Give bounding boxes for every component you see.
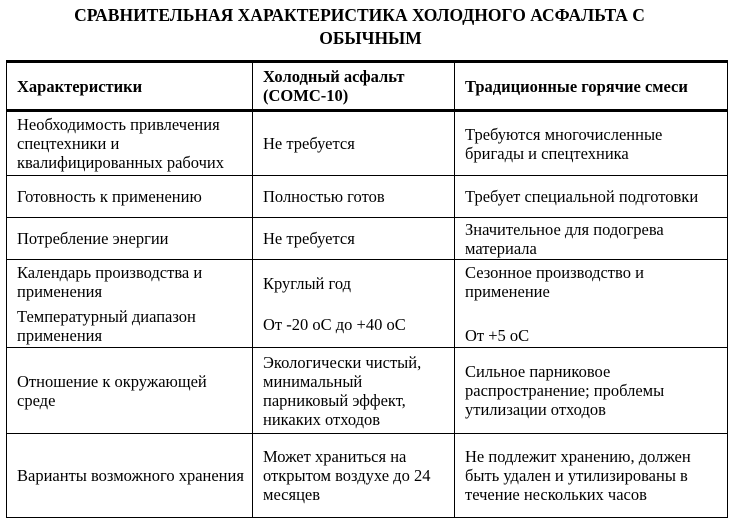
cell-part-temperature: От -20 оС до +40 оС [263, 314, 406, 334]
table-header-row [7, 62, 728, 111]
table-row [7, 260, 728, 348]
table-cell: Экологически чистый, минимальный парниковый эффект, никаких отходов [253, 348, 455, 434]
cell-split [263, 263, 446, 345]
table-cell: Отношение к окружающей среде [7, 348, 253, 434]
table-row [7, 111, 728, 176]
table-cell: Сильное парниковое распространение; проблемы утилизации отходов [455, 348, 728, 434]
title-line-2: ОБЫЧНЫМ [319, 28, 422, 48]
table-cell: Не требуется [253, 218, 455, 260]
table-cell: Может храниться на открытом воздухе до 24 месяцев [253, 434, 455, 518]
table-cell [7, 260, 253, 348]
table-row [7, 348, 728, 434]
cell-part-calendar: Календарь производства и применения [17, 262, 203, 301]
title-line-1: СРАВНИТЕЛЬНАЯ ХАРАКТЕРИСТИКА ХОЛОДНОГО АСФАЛЬТА С [74, 5, 645, 25]
table-cell [253, 260, 455, 348]
cell-part-temperature: Температурный диапазон применения [17, 306, 196, 345]
header-characteristics: Характеристики [7, 62, 253, 111]
table-cell: Требует специальной подготовки [455, 176, 728, 218]
header-cold-asphalt: Холодный асфальт (СОМС-10) [253, 62, 455, 111]
comparison-table [6, 60, 728, 518]
cell-split [17, 263, 244, 345]
table-cell: Не требуется [253, 111, 455, 176]
table-row [7, 218, 728, 260]
table-cell: Потребление энергии [7, 218, 253, 260]
cell-split [465, 263, 719, 345]
page-title [0, 4, 733, 50]
table-cell: Требуются многочисленные бригады и спецтехника [455, 111, 728, 176]
table-row [7, 434, 728, 518]
cell-part-temperature: От +5 оС [465, 325, 530, 345]
table-row [7, 176, 728, 218]
cell-part-calendar: Круглый год [263, 273, 352, 293]
table-cell: Полностью готов [253, 176, 455, 218]
table-cell: Готовность к применению [7, 176, 253, 218]
table-cell: Не подлежит хранению, должен быть удален и утилизированы в течение нескольких часов [455, 434, 728, 518]
cell-part-calendar: Сезонное производство и применение [465, 262, 644, 301]
table-cell: Варианты возможного хранения [7, 434, 253, 518]
table-cell [455, 260, 728, 348]
table-cell: Необходимость привлечения спецтехники и квалифицированных рабочих [7, 111, 253, 176]
table-cell: Значительное для подогрева материала [455, 218, 728, 260]
header-hot-mix: Традиционные горячие смеси [455, 62, 728, 111]
